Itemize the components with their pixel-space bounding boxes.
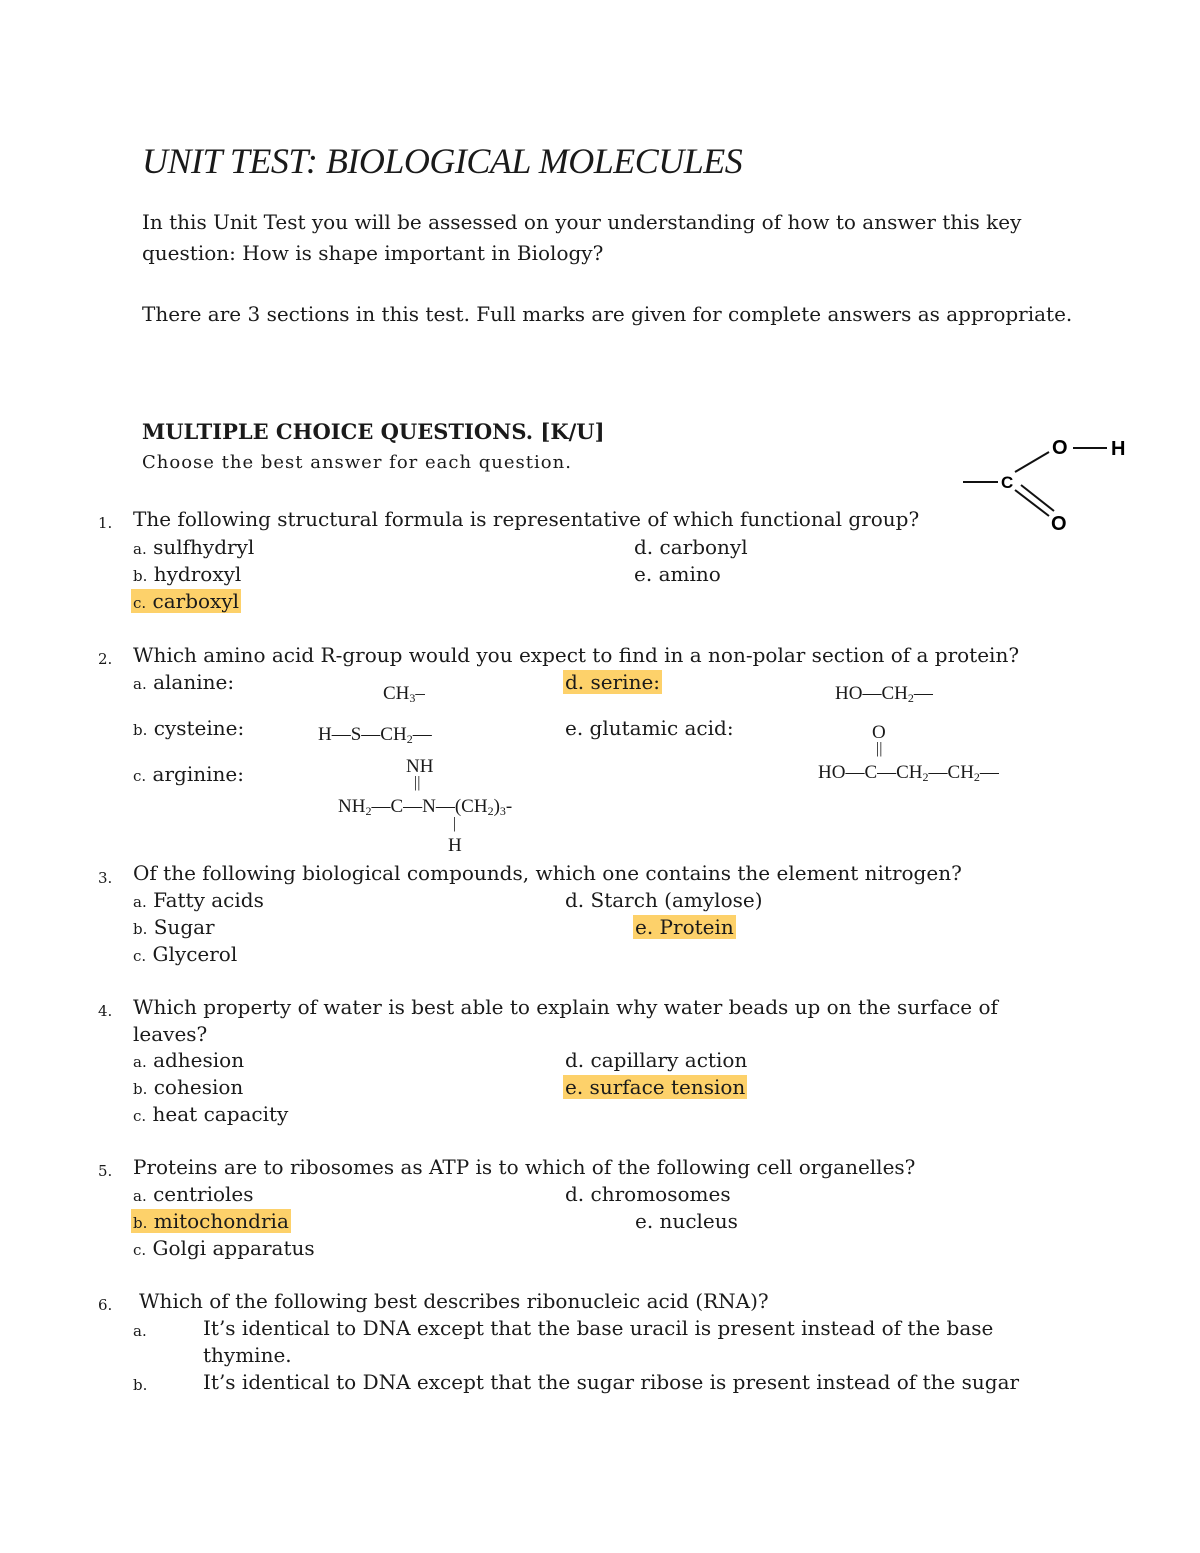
carbon-atom-label: C [1001, 473, 1014, 492]
question-1 [98, 509, 112, 533]
option-text: centrioles [153, 1182, 254, 1206]
option-a-text-continued[interactable]: thymine. [203, 1343, 292, 1367]
option-c[interactable] [133, 942, 237, 966]
option-text: hydroxyl [153, 562, 242, 586]
option-letter: b. [133, 920, 148, 938]
option-text: arginine: [152, 762, 244, 786]
option-letter: c. [133, 1107, 147, 1125]
double-bond-glyph: || [876, 740, 883, 757]
option-e-highlighted[interactable]: e. Protein [635, 915, 734, 939]
option-letter: b. [133, 1376, 148, 1394]
question-text: Of the following biological compounds, which one contains the element nitrogen? [133, 861, 962, 885]
alanine-formula: $CH_3-$ [383, 683, 425, 705]
option-letter: a. [133, 675, 147, 693]
cysteine-formula: $H—S—CH_2—$ [318, 724, 432, 746]
option-d[interactable] [634, 535, 748, 559]
carboxyl-structure-diagram [955, 430, 1145, 540]
option-letter: c. [133, 767, 147, 785]
question-text: The following structural formula is representative of which functional group? [133, 507, 920, 531]
arginine-hydrogen-label: H [448, 835, 462, 856]
option-letter: b. [133, 567, 148, 585]
double-bond-glyph: || [414, 774, 421, 791]
option-c[interactable] [133, 1102, 288, 1126]
question-number: 1. [98, 514, 113, 532]
hydrogen-atom-label: H [1111, 438, 1126, 460]
option-text: carbonyl [659, 535, 748, 559]
option-text: Glycerol [152, 942, 238, 966]
intro-paragraph: In this Unit Test you will be assessed on your understanding of how to answer this key question: How is shape important in Biology? [142, 210, 1022, 265]
option-letter: a. [133, 1187, 147, 1205]
option-text: alanine: [153, 670, 235, 694]
oxygen-double-bond-label: O [1051, 513, 1067, 535]
option-b[interactable] [133, 1075, 243, 1099]
option-e[interactable]: e. nucleus [635, 1209, 738, 1233]
question-number: 3. [98, 869, 113, 887]
mcq-subheading: Choose the best answer for each question. [142, 452, 572, 473]
option-text: Fatty acids [153, 888, 264, 912]
option-a[interactable] [133, 670, 234, 694]
serine-formula: $HO—CH_2—$ [835, 683, 933, 705]
option-a[interactable] [133, 535, 254, 559]
page-title: UNIT TEST: BIOLOGICAL MOLECULES [142, 141, 743, 181]
option-a[interactable] [133, 888, 264, 912]
option-text: carboxyl [152, 589, 240, 613]
option-d-highlighted[interactable]: d. serine: [565, 670, 661, 694]
question-text-continued: leaves? [133, 1022, 208, 1046]
option-letter: d. [634, 535, 654, 559]
option-a-text[interactable]: It’s identical to DNA except that the base uracil is present instead of the base [203, 1316, 994, 1340]
option-a[interactable] [133, 1048, 244, 1072]
option-letter: e. [634, 562, 653, 586]
option-letter: b. [133, 1080, 148, 1098]
option-letter: a. [133, 1322, 147, 1340]
option-text: Sugar [153, 915, 215, 939]
option-text: heat capacity [152, 1102, 289, 1126]
option-d[interactable]: d. Starch (amylose) [565, 888, 763, 912]
question-number: 6. [98, 1296, 113, 1314]
option-b[interactable] [133, 915, 215, 939]
question-text: Which of the following best describes ribonucleic acid (RNA)? [139, 1289, 769, 1313]
glutamic-acid-formula: $HO—C—CH_2—CH_2—$ [818, 762, 999, 784]
option-text: cohesion [153, 1075, 244, 1099]
option-letter: a. [133, 893, 147, 911]
arginine-formula: $NH_2—C—N—(CH_2)_3-$ [338, 796, 513, 818]
mcq-heading: MULTIPLE CHOICE QUESTIONS. [K/U] [142, 419, 605, 444]
option-b[interactable] [133, 562, 241, 586]
oxygen-atom-label: O [1052, 437, 1068, 459]
option-letter: c. [133, 1241, 147, 1259]
option-e[interactable] [634, 562, 721, 586]
question-number: 5. [98, 1162, 113, 1180]
option-text: Golgi apparatus [152, 1236, 315, 1260]
option-c[interactable] [133, 1236, 315, 1260]
option-c[interactable] [133, 762, 244, 786]
question-number: 4. [98, 1002, 113, 1020]
option-b-text[interactable]: It’s identical to DNA except that the sugar ribose is present instead of the sugar [203, 1370, 1020, 1394]
question-text: Which property of water is best able to explain why water beads up on the surface of [133, 995, 998, 1019]
option-letter: c. [133, 947, 147, 965]
option-text: mitochondria [153, 1209, 289, 1233]
option-letter: a. [133, 1053, 147, 1071]
single-bond-glyph: | [453, 815, 457, 832]
arginine-imine-label: NH [406, 756, 434, 777]
option-text: cysteine: [153, 716, 245, 740]
option-text: amino [658, 562, 721, 586]
question-text: Which amino acid R-group would you expect to find in a non-polar section of a protein? [133, 643, 1020, 667]
option-text: sulfhydryl [153, 535, 255, 559]
question-number: 2. [98, 650, 113, 668]
glutamic-carbonyl-o-label: O [872, 722, 886, 743]
option-d[interactable]: d. capillary action [565, 1048, 748, 1072]
option-d[interactable]: d. chromosomes [565, 1182, 731, 1206]
option-b-highlighted[interactable] [131, 1209, 291, 1233]
option-letter: b. [133, 1214, 148, 1232]
option-letter: b. [133, 721, 148, 739]
option-e-highlighted[interactable]: e. surface tension [565, 1075, 746, 1099]
option-letter: c. [133, 594, 147, 612]
option-e[interactable]: e. glutamic acid: [565, 716, 734, 740]
option-b[interactable] [133, 716, 244, 740]
option-a[interactable] [133, 1182, 254, 1206]
question-text: Proteins are to ribosomes as ATP is to which of the following cell organelles? [133, 1155, 916, 1179]
option-text: adhesion [153, 1048, 245, 1072]
sections-note: There are 3 sections in this test. Full marks are given for complete answers as appropriate. [142, 302, 1073, 326]
option-c-highlighted[interactable] [131, 589, 241, 613]
option-letter: a. [133, 540, 147, 558]
